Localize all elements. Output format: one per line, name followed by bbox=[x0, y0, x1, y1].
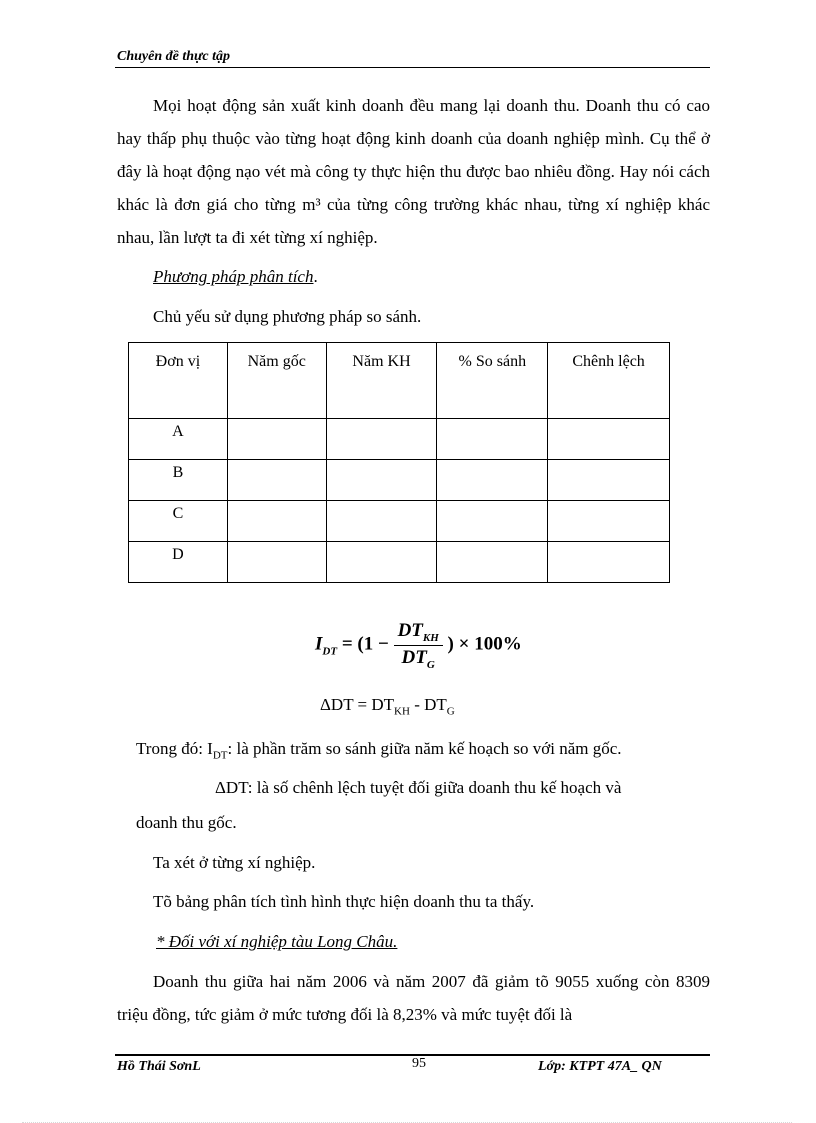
method-heading: Phương pháp phân tích. bbox=[153, 267, 318, 286]
line-xet: Ta xét ở từng xí nghiệp. bbox=[153, 853, 316, 872]
formula-idt: $I_{DT} = (1$ − $\frac{DT_{KH}}{DT_G}$ ) × 100% bbox=[315, 620, 522, 671]
header-rule bbox=[115, 67, 710, 68]
legend-idt: Trong đó: $I_{DT}$: là phần trăm so sánh giữa năm kế hoạch so với năm gốc. bbox=[136, 739, 622, 762]
table-row bbox=[129, 501, 670, 542]
table-row bbox=[129, 460, 670, 501]
page-number: 95 bbox=[412, 1056, 426, 1071]
comparison-table bbox=[128, 342, 670, 583]
table-row bbox=[129, 542, 670, 583]
unit-cell: B bbox=[129, 460, 228, 501]
unit-cell: C bbox=[129, 501, 228, 542]
header-cell: % So sánh bbox=[437, 343, 548, 419]
page-header-title: Chuyên đề thực tập bbox=[117, 49, 231, 64]
footer-class: Lớp: KTPT 47A_ QN bbox=[538, 1059, 662, 1074]
line-bang: Tõ bảng phân tích tình hình thực hiện doanh thu ta thấy. bbox=[153, 892, 535, 911]
footer-author: Hồ Thái SơnL bbox=[117, 1059, 201, 1074]
formula-delta: $\Delta DT = DT_{KH} - DT_G$ bbox=[320, 695, 455, 718]
subheading-long-chau: * Đối với xí nghiệp tàu Long Châu. bbox=[156, 932, 398, 951]
unit-cell: A bbox=[129, 419, 228, 460]
header-cell: Năm KH bbox=[326, 343, 437, 419]
header-cell: Năm gốc bbox=[227, 343, 326, 419]
header-cell: Đơn vị bbox=[129, 343, 228, 419]
paragraph-long-chau: Doanh thu giữa hai năm 2006 và năm 2007 đã giảm tõ 9055 xuống còn 8309 triệu đồng, tức giảm ở mức tương đối là 8,23% và mức tuyệt đối là bbox=[117, 972, 710, 1024]
table-header-row bbox=[129, 343, 670, 419]
header-cell: Chênh lệch bbox=[548, 343, 670, 419]
legend-delta-1: ΔDT: là số chênh lệch tuyệt đối giữa doanh thu kế hoạch và bbox=[215, 778, 622, 797]
table-row bbox=[129, 419, 670, 460]
method-text: Chủ yếu sử dụng phương pháp so sánh. bbox=[153, 307, 422, 326]
paragraph-intro: Mọi hoạt động sản xuất kinh doanh đều mang lại doanh thu. Doanh thu có cao hay thấp phụ thuộc vào từng hoạt động kinh doanh của doanh nghiệp mình. Cụ thể ở đây là hoạt động nạo vét mà công ty thực hiện thu được bao nhiêu đồng. Hay nói cách khác là đơn giá cho từng m³ của từng công trường khác nhau, từng xí nghiệp khác nhau, lần lượt ta đi xét từng xí nghiệp. bbox=[117, 96, 710, 247]
unit-cell: D bbox=[129, 542, 228, 583]
legend-delta-2: doanh thu gốc. bbox=[136, 813, 237, 832]
formula-fraction: $\frac{DT_{KH}}{DT_G}$ bbox=[394, 620, 443, 671]
